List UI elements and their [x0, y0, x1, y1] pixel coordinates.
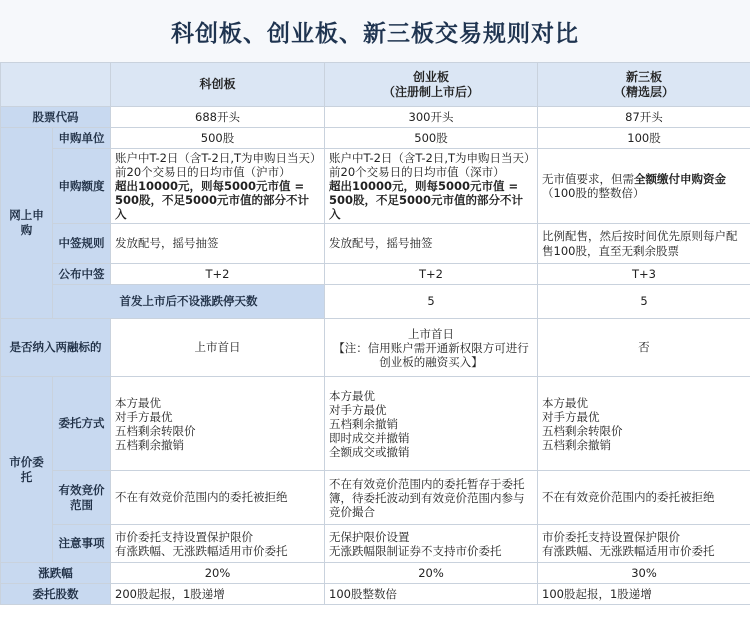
lottery-kcb: 发放配号，摇号抽签	[111, 224, 325, 264]
notes-kcb-item: 有涨跌幅、无涨跌幅适用市价委托	[115, 543, 288, 558]
row-no-limit-days	[1, 285, 750, 319]
method-xsb-item: 本方最优	[542, 395, 588, 410]
row-order-size	[1, 584, 750, 605]
notes-cyb	[325, 525, 538, 563]
notes-cyb-item: 无涨跌幅限制证券不支持市价委托	[329, 543, 502, 558]
margin-cyb	[325, 319, 538, 377]
method-xsb-item: 五档剩余撤销	[542, 437, 611, 452]
notes-xsb-item: 市价委托支持设置保护限价	[542, 529, 680, 544]
method-xsb	[538, 377, 750, 471]
label-no-limit-days: 首发上市后不设涨跌停天数	[53, 285, 325, 319]
quota-cyb	[325, 149, 538, 224]
header-cyb-note: （注册制上市后）	[382, 84, 479, 99]
header-row	[1, 63, 750, 107]
order-size-kcb: 200股起报，1股递增	[111, 584, 325, 605]
method-kcb-item: 五档剩余撤销	[115, 437, 184, 452]
label-notes: 注意事项	[53, 525, 111, 563]
row-announce	[1, 264, 750, 285]
row-lottery-rule	[1, 224, 750, 264]
method-cyb-item: 对手方最优	[329, 402, 387, 417]
notes-xsb	[538, 525, 750, 563]
row-stock-code	[1, 107, 750, 128]
stock-code-kcb: 688开头	[111, 107, 325, 128]
margin-cyb-note: 【注：信用账户需开通新权限方可进行创业板的融资买入】	[333, 340, 529, 369]
label-subscribe-unit: 申购单位	[53, 128, 111, 149]
row-subscribe-quota	[1, 149, 750, 224]
valid-range-cyb: 不在有效竞价范围内的委托暂存于委托簿，待委托波动到有效竞价范围内参与竞价撮合	[325, 471, 538, 525]
margin-cyb-value: 上市首日	[408, 326, 454, 341]
row-price-limit	[1, 563, 750, 584]
header-xsb	[538, 63, 750, 107]
method-cyb	[325, 377, 538, 471]
label-announce: 公布中签	[53, 264, 111, 285]
row-subscribe-unit	[1, 128, 750, 149]
quota-cyb-rule: 超出10000元，则每5000元市值 = 500股，不足5000元市值的部分不计入	[329, 179, 524, 221]
label-margin: 是否纳入两融标的	[1, 319, 111, 377]
method-cyb-item: 五档剩余撤销	[329, 416, 398, 431]
subscribe-unit-kcb: 500股	[111, 128, 325, 149]
order-size-xsb: 100股起报，1股递增	[538, 584, 750, 605]
comparison-table	[0, 62, 750, 605]
label-market-order: 市价委托	[1, 377, 53, 563]
quota-cyb-text: 账户中T-2日（含T-2日,T为申购日当天）前20个交易日的日均市值（深市）	[329, 151, 530, 179]
valid-range-kcb: 不在有效竞价范围内的委托被拒绝	[111, 471, 325, 525]
row-valid-range	[1, 471, 750, 525]
label-order-method: 委托方式	[53, 377, 111, 471]
header-cyb	[325, 63, 538, 107]
label-order-size: 委托股数	[1, 584, 111, 605]
price-limit-kcb: 20%	[111, 563, 325, 584]
quota-kcb-text: 账户中T-2日（含T-2日,T为申购日当天）前20个交易日的日均市值（沪市）	[115, 151, 316, 179]
price-limit-xsb: 30%	[538, 563, 750, 584]
notes-kcb	[111, 525, 325, 563]
announce-xsb: T+3	[538, 264, 750, 285]
method-kcb-item: 本方最优	[115, 395, 161, 410]
header-cyb-name: 创业板	[412, 69, 449, 84]
label-price-limit: 涨跌幅	[1, 563, 111, 584]
method-xsb-item: 对手方最优	[542, 409, 600, 424]
quota-xsb-text: 无市值要求，但需	[542, 172, 634, 186]
quota-kcb	[111, 149, 325, 224]
quota-xsb-note: （100股的整数倍）	[542, 186, 645, 200]
stock-code-cyb: 300开头	[325, 107, 538, 128]
method-cyb-item: 即时成交并撤销	[329, 430, 410, 445]
lottery-xsb: 比例配售，然后按时间优先原则每户配售100股，直至无剩余股票	[538, 224, 750, 264]
margin-kcb: 上市首日	[111, 319, 325, 377]
label-stock-code: 股票代码	[1, 107, 111, 128]
notes-kcb-item: 市价委托支持设置保护限价	[115, 529, 253, 544]
announce-kcb: T+2	[111, 264, 325, 285]
quota-xsb	[538, 149, 750, 224]
no-limit-kcb: 5	[325, 285, 538, 319]
valid-range-xsb: 不在有效竞价范围内的委托被拒绝	[538, 471, 750, 525]
label-subscribe-quota: 申购额度	[53, 149, 111, 224]
margin-xsb: 否	[538, 319, 750, 377]
row-notes	[1, 525, 750, 563]
notes-xsb-item: 有涨跌幅、无涨跌幅适用市价委托	[542, 543, 715, 558]
header-xsb-name: 新三板	[625, 69, 662, 84]
page-title: 科创板、创业板、新三板交易规则对比	[0, 0, 750, 62]
announce-cyb: T+2	[325, 264, 538, 285]
subscribe-unit-xsb: 100股	[538, 128, 750, 149]
no-limit-cyb: 5	[538, 285, 750, 319]
row-margin	[1, 319, 750, 377]
quota-kcb-rule: 超出10000元，则每5000元市值 = 500股，不足5000元市值的部分不计入	[115, 179, 310, 221]
label-lottery-rule: 中签规则	[53, 224, 111, 264]
label-online-subscription: 网上申购	[1, 128, 53, 319]
notes-cyb-item: 无保护限价设置	[329, 529, 410, 544]
label-valid-range: 有效竞价范围	[53, 471, 111, 525]
subscribe-unit-cyb: 500股	[325, 128, 538, 149]
header-corner	[1, 63, 111, 107]
header-kcb: 科创板	[111, 63, 325, 107]
method-cyb-item: 全额成交或撤销	[329, 444, 410, 459]
price-limit-cyb: 20%	[325, 563, 538, 584]
order-size-cyb: 100股整数倍	[325, 584, 538, 605]
header-xsb-note: （精选层）	[613, 84, 674, 99]
quota-xsb-bold: 全额缴付申购资金	[634, 172, 726, 186]
method-xsb-item: 五档剩余转限价	[542, 423, 623, 438]
row-order-method	[1, 377, 750, 471]
lottery-cyb: 发放配号，摇号抽签	[325, 224, 538, 264]
method-cyb-item: 本方最优	[329, 388, 375, 403]
stock-code-xsb: 87开头	[538, 107, 750, 128]
method-kcb	[111, 377, 325, 471]
method-kcb-item: 五档剩余转限价	[115, 423, 196, 438]
method-kcb-item: 对手方最优	[115, 409, 173, 424]
